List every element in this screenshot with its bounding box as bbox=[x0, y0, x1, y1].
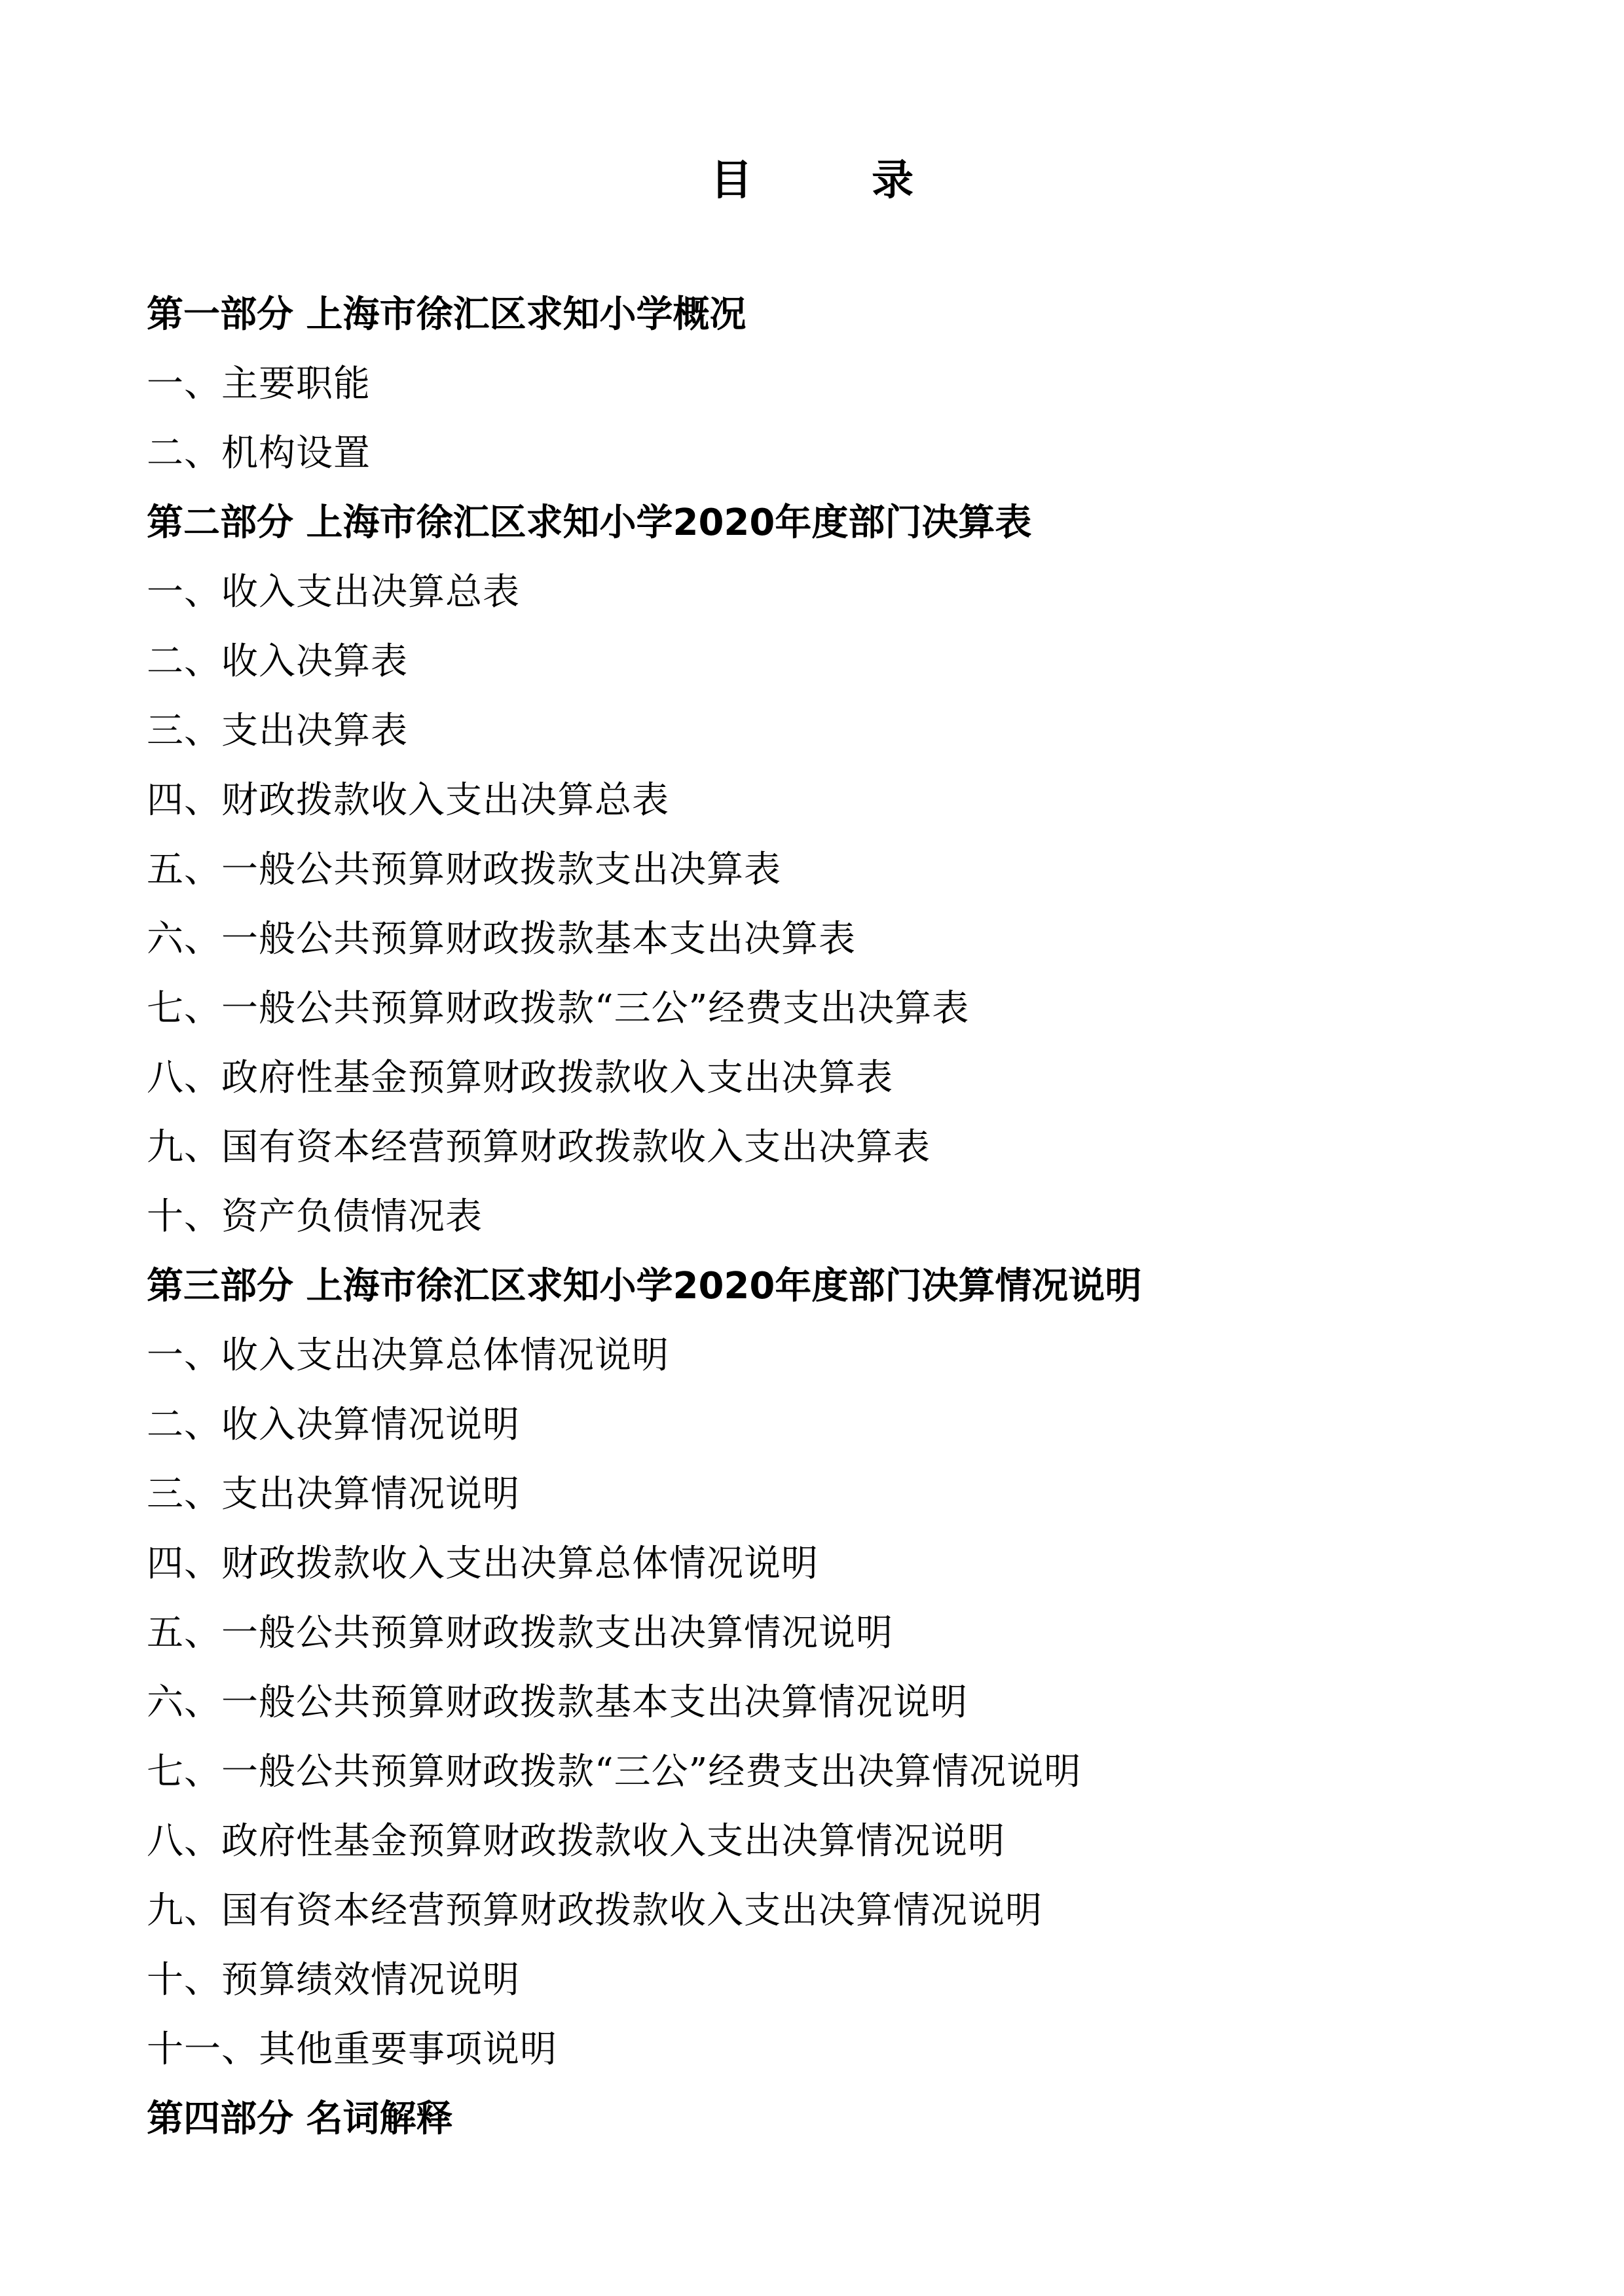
toc-part-2: 第二部分 上海市徐汇区求知小学2020年度部门决算表 bbox=[147, 501, 1032, 544]
toc-entry: 三、支出决算表 bbox=[147, 710, 408, 752]
toc-entry: 十、预算绩效情况说明 bbox=[147, 1959, 520, 2001]
toc-entry: 五、一般公共预算财政拨款支出决算表 bbox=[147, 848, 781, 891]
toc-entry: 二、收入决算情况说明 bbox=[147, 1404, 520, 1446]
toc-entry: 八、政府性基金预算财政拨款收入支出决算情况说明 bbox=[147, 1820, 1005, 1863]
toc-entry: 四、财政拨款收入支出决算总体情况说明 bbox=[147, 1542, 819, 1585]
toc-entry: 八、政府性基金预算财政拨款收入支出决算表 bbox=[147, 1057, 893, 1099]
toc-entry: 二、收入决算表 bbox=[147, 640, 408, 683]
toc-entry: 九、国有资本经营预算财政拨款收入支出决算情况说明 bbox=[147, 1889, 1043, 1932]
toc-entry: 七、一般公共预算财政拨款“三公”经费支出决算表 bbox=[147, 987, 970, 1030]
toc-part-4: 第四部分 名词解释 bbox=[147, 2098, 453, 2140]
toc-entry: 五、一般公共预算财政拨款支出决算情况说明 bbox=[147, 1612, 893, 1654]
toc-part-1: 第一部分 上海市徐汇区求知小学概况 bbox=[147, 293, 747, 336]
toc-entry: 十一、其他重要事项说明 bbox=[147, 2028, 557, 2071]
toc-entry: 九、国有资本经营预算财政拨款收入支出决算表 bbox=[147, 1126, 931, 1169]
toc-entry: 十、资产负债情况表 bbox=[147, 1195, 483, 1238]
table-of-contents bbox=[147, 280, 1483, 2154]
toc-entry: 七、一般公共预算财政拨款“三公”经费支出决算情况说明 bbox=[147, 1751, 1082, 1793]
toc-part-3: 第三部分 上海市徐汇区求知小学2020年度部门决算情况说明 bbox=[147, 1265, 1142, 1307]
toc-entry: 六、一般公共预算财政拨款基本支出决算表 bbox=[147, 918, 856, 960]
page-title: 目 录 bbox=[710, 156, 967, 205]
toc-entry: 一、主要职能 bbox=[147, 363, 371, 405]
toc-entry: 一、收入支出决算总体情况说明 bbox=[147, 1334, 669, 1377]
toc-entry: 四、财政拨款收入支出决算总表 bbox=[147, 779, 669, 822]
toc-entry: 一、收入支出决算总表 bbox=[147, 571, 520, 613]
toc-entry: 二、机构设置 bbox=[147, 432, 371, 475]
toc-entry: 三、支出决算情况说明 bbox=[147, 1473, 520, 1516]
toc-entry: 六、一般公共预算财政拨款基本支出决算情况说明 bbox=[147, 1681, 968, 1724]
